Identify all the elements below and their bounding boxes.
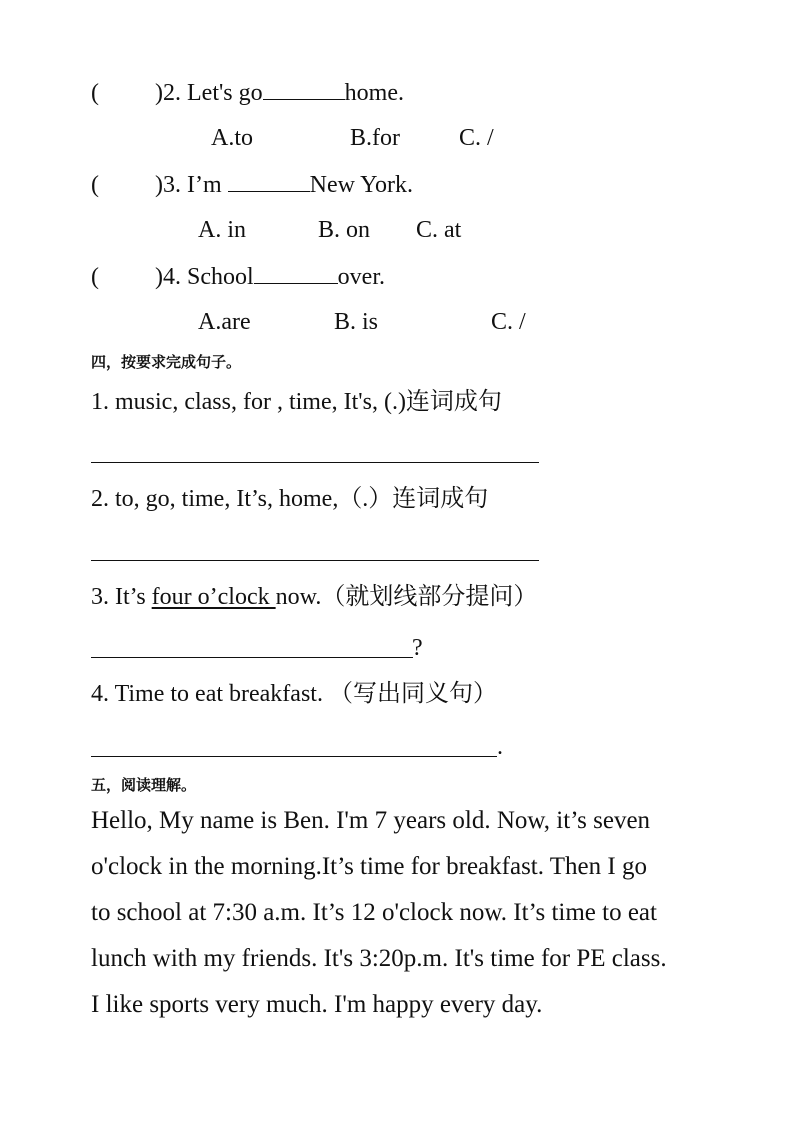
- question-3: ( )3. I’m New York.: [91, 169, 413, 200]
- option-c: C. /: [459, 125, 494, 151]
- section-4-heading: 四，按要求完成句子。: [91, 353, 242, 371]
- question-text-end: home.: [344, 80, 404, 106]
- answer-line-1[interactable]: [91, 462, 539, 463]
- question-4: ( )4. School over.: [91, 261, 385, 292]
- sentence-task-1: 1. music, class, for , time, It's, (.)连词成句: [91, 389, 502, 415]
- sentence-task-2: 2. to, go, time, It’s, home,（.）连词成句: [91, 486, 489, 512]
- section-5-heading: 五，阅读理解。: [91, 776, 197, 794]
- option-b: B.for: [350, 125, 400, 151]
- answer-paren[interactable]: (: [91, 80, 99, 106]
- reading-line-4: lunch with my friends. It's 3:20p.m. It's time for PE class.: [91, 945, 667, 972]
- option-a: A. in: [198, 217, 246, 243]
- question-2: ( )2. Let's go home.: [91, 77, 404, 108]
- reading-line-5: I like sports very much. I'm happy every day.: [91, 991, 543, 1018]
- reading-line-1: Hello, My name is Ben. I'm 7 years old. Now, it’s seven: [91, 807, 651, 834]
- question-text-end: over.: [337, 264, 385, 290]
- question-text: 3. I’m: [163, 172, 228, 198]
- fill-blank[interactable]: [228, 169, 310, 192]
- answer-paren[interactable]: (: [91, 264, 99, 290]
- fill-blank[interactable]: [263, 77, 345, 100]
- fill-blank[interactable]: [254, 261, 338, 284]
- question-mark: ?: [412, 635, 423, 661]
- reading-line-2: o'clock in the morning.It’s time for breakfast. Then I go: [91, 853, 647, 880]
- answer-line-4[interactable]: [91, 756, 497, 757]
- question-text: 4. School: [163, 264, 254, 290]
- answer-line-3[interactable]: [91, 657, 413, 658]
- question-text-end: New York.: [309, 172, 414, 198]
- option-c: C. /: [491, 309, 526, 335]
- reading-line-3: to school at 7:30 a.m. It’s 12 o'clock now. It’s time to eat: [91, 899, 657, 926]
- option-a: A.are: [198, 309, 251, 335]
- sentence-task-3: 3. It’s four o’clock now.（就划线部分提问）: [91, 584, 538, 610]
- period-mark: .: [497, 734, 503, 760]
- sentence-task-4: 4. Time to eat breakfast. （写出同义句）: [91, 681, 497, 707]
- answer-line-2[interactable]: [91, 560, 539, 561]
- option-a: A.to: [211, 125, 253, 151]
- underlined-phrase: four o’clock: [151, 584, 276, 610]
- option-c: C. at: [416, 217, 462, 243]
- question-text: 2. Let's go: [163, 80, 263, 106]
- option-b: B. is: [334, 309, 379, 335]
- answer-paren[interactable]: (: [91, 172, 99, 198]
- option-b: B. on: [318, 217, 371, 243]
